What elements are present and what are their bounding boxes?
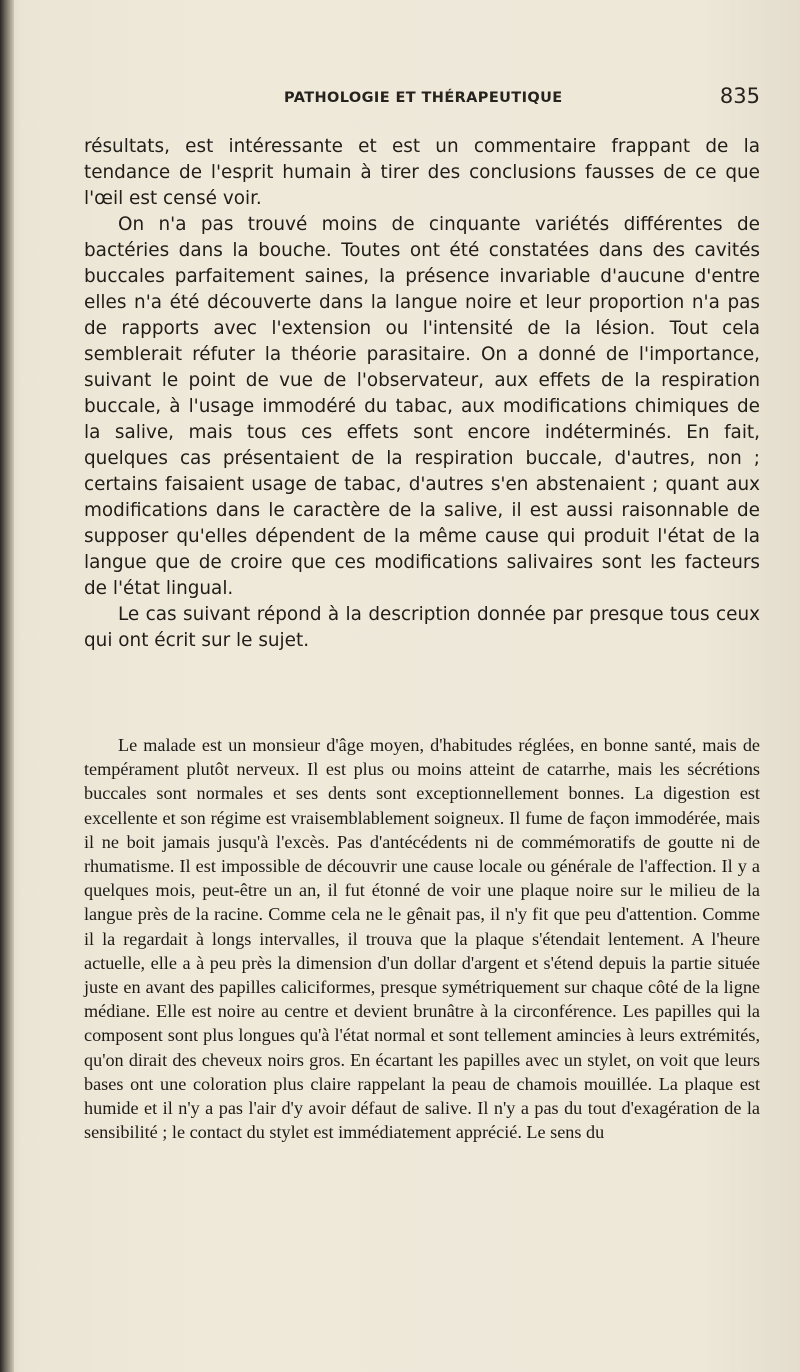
case-report bbox=[84, 733, 760, 1144]
running-title: PATHOLOGIE ET THÉRAPEUTIQUE bbox=[284, 90, 563, 106]
page-header bbox=[84, 84, 760, 114]
paragraph-case-intro: Le cas suivant répond à la description donnée par presque tous ceux qui ont écrit sur le sujet. bbox=[84, 604, 760, 651]
case-report-paragraph: Le malade est un monsieur d'âge moyen, d'habitudes réglées, en bonne santé, mais de tempérament plutôt nerveux. Il est plus ou moins atteint de catarrhe, mais les sécrétions buccales sont normales et ses dents sont exceptionnellement bonnes. La digestion est excellente et son régime est vraisemblablement soigneux. Il fume de façon immodérée, mais il ne boit jamais jusqu'à l'excès. Pas d'antécédents ni de commémoratifs de goutte ni de rhumatisme. Il est impossible de découvrir une cause locale ou générale de l'affection. Il y a quelques mois, peut-être un an, il fut étonné de voir une plaque noire sur le milieu de la langue près de la racine. Comme cela ne le gênait pas, il n'y fit que peu d'attention. Comme il la regardait à longs intervalles, il trouva que la plaque s'étendait lentement. A l'heure actuelle, elle a à peu près la dimension d'un dollar d'argent et s'étend depuis la partie située juste en avant des papilles caliciformes, presque symétriquement sur chaque côté de la ligne médiane. Elle est noire au centre et devient brunâtre à la circonférence. Les papilles qui la composent sont plus longues qu'à l'état normal et sont tellement amincies à leurs extrémités, qu'on dirait des cheveux noirs gros. En écartant les papilles avec un stylet, on voit que leurs bases ont une coloration plus claire rappelant la peau de chamois mouillée. La plaque est humide et il n'y a pas l'air d'y avoir défaut de salive. Il n'y a pas du tout d'exagération de la sensibilité ; le contact du stylet est immédiatement apprécié. Le sens du bbox=[84, 735, 760, 1143]
paragraph-bacteria: On n'a pas trouvé moins de cinquante variétés différentes de bactéries dans la bouche. Toutes ont été constatées dans des cavités buccales parfaitement saines, la présence invariable d'aucune d'entre elles n'a été découverte dans la langue noire et leur proportion n'a pas de rapports avec l'extension ou l'intensité de la lésion. Tout cela semblerait réfuter la théorie parasitaire. On a donné de l'importance, suivant le point de vue de l'observateur, aux effets de la respiration buccale, à l'usage immodéré du tabac, aux modifications chimiques de la salive, mais tous ces effets sont encore indéterminés. En fait, quelques cas présentaient de la respiration buccale, d'autres, non ; certains faisaient usage de tabac, d'autres s'en abstenaient ; quant aux modifications dans le caractère de la salive, il est aussi raisonnable de supposer qu'elles dépendent de la même cause qui produit l'état de la langue que de croire que ces modifications salivaires sont les facteurs de l'état lingual. bbox=[84, 214, 760, 599]
page-binding-edge bbox=[0, 0, 14, 1372]
main-text bbox=[84, 134, 760, 654]
page-number: 835 bbox=[719, 84, 760, 108]
paragraph-continuation: résultats, est intéressante et est un commentaire frappant de la tendance de l'esprit humain à tirer des conclusions fausses de ce que l'œil est censé voir. bbox=[84, 136, 760, 209]
